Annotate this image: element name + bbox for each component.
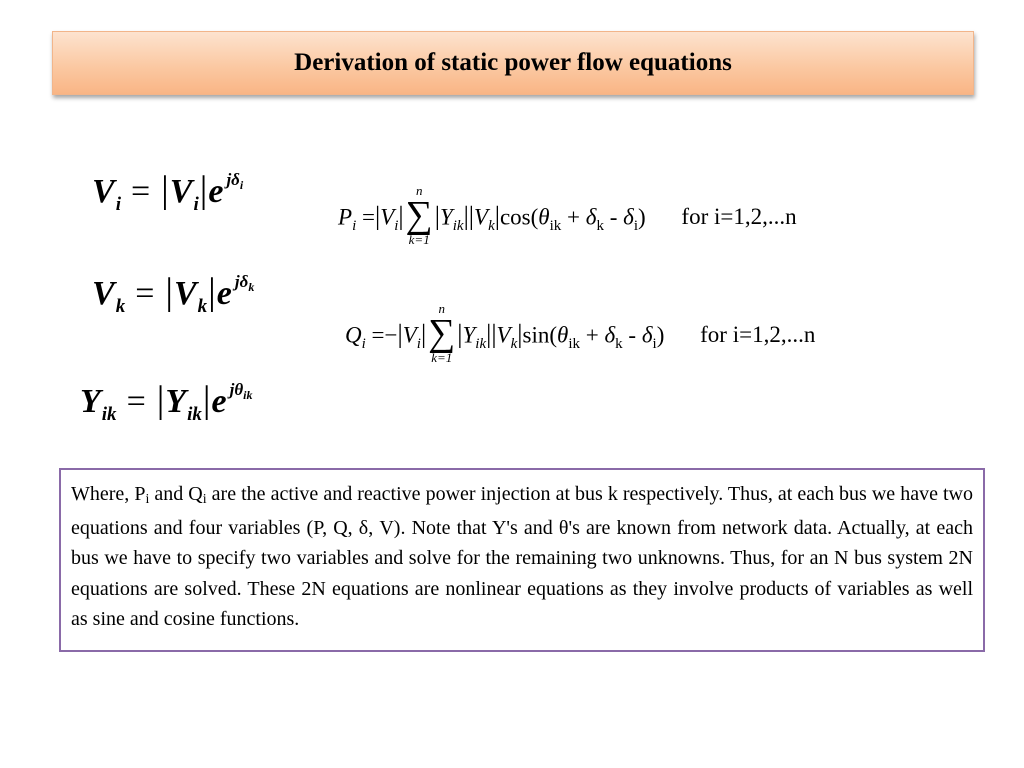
q-lhs: Q bbox=[345, 322, 362, 348]
p-lhs-sub: i bbox=[352, 218, 357, 235]
equation-q: $Q_i =-|V_i|$ n ∑ k=1 $|Y_{ik}||V_k|\sin(\theta_{ik} + \delta_k - \delta_i)$ for i=1,2,...n bbox=[345, 301, 816, 365]
vi-exp: jδ bbox=[226, 170, 240, 189]
q-d1: δ bbox=[604, 322, 616, 348]
yik-lhs-sub: ik bbox=[101, 404, 117, 425]
note-and: and Q bbox=[149, 483, 203, 505]
q-theta-sub: ik bbox=[568, 336, 580, 353]
explanation-box bbox=[59, 468, 985, 652]
q-summation: n ∑ k=1 bbox=[428, 301, 456, 365]
p-y: Y bbox=[439, 204, 453, 230]
vi-lhs-sub: i bbox=[115, 194, 121, 215]
vi-mag: V bbox=[169, 173, 193, 210]
q-vk-sub: k bbox=[510, 336, 518, 353]
q-equals: = bbox=[371, 322, 385, 348]
p-sum-upper: n bbox=[415, 183, 423, 198]
vk-mag-sub: k bbox=[197, 296, 208, 317]
vk-equals: = bbox=[135, 275, 155, 312]
yik-equals: = bbox=[126, 383, 146, 420]
vi-mag-sub: i bbox=[193, 194, 199, 215]
vk-base: e bbox=[216, 275, 232, 312]
q-d2: δ bbox=[641, 322, 653, 348]
title-banner bbox=[52, 31, 974, 95]
p-summation: n ∑ k=1 bbox=[405, 183, 433, 247]
equation-yik: $Y_{ik} = |Y_{ik}|e$ $^{j\theta ik}$ bbox=[80, 379, 253, 425]
yik-mag: Y bbox=[165, 383, 187, 420]
vk-lhs-sub: k bbox=[115, 296, 126, 317]
q-y: Y bbox=[462, 322, 476, 348]
p-d1-sub: k bbox=[596, 218, 604, 235]
note-body: are the active and reactive power injection at bus k respectively. Thus, at each bus we have two equations and four variables (P, Q, δ, V). Note that Y's and θ's are known from network data. Actually, at each bus we have to specify two variables and solve for the remaining two unknowns. Thus, for an N bus system 2N equations are solved. These 2N equations are nonlinear equations as they involve products of variables as well as sine and cosine functions. bbox=[71, 483, 973, 630]
p-func: cos( bbox=[499, 204, 539, 230]
yik-exp: jθ bbox=[229, 380, 244, 399]
note-where: Where, P bbox=[71, 483, 146, 505]
q-v-sub: i bbox=[416, 336, 421, 353]
q-v: V bbox=[402, 322, 417, 348]
vi-equals: = bbox=[130, 173, 151, 210]
vk-exp: jδ bbox=[234, 272, 249, 291]
yik-exp-sub: ik bbox=[243, 388, 253, 402]
yik-base: e bbox=[211, 383, 227, 420]
equation-p: $P_i =|V_i|$ n ∑ k=1 $|Y_{ik}||V_k|\cos(\theta_{ik} + \delta_k - \delta_i)$ for i=1,2,...n bbox=[338, 183, 797, 247]
vk-lhs: V bbox=[92, 275, 115, 312]
note-q-sub: i bbox=[202, 492, 207, 507]
yik-mag-sub: ik bbox=[187, 404, 202, 425]
p-close: ) bbox=[638, 204, 646, 230]
p-d2-sub: i bbox=[633, 218, 638, 235]
equation-vi: $V_i = |V_i|e$ $^{j\delta i}$ bbox=[92, 169, 244, 215]
p-d2: δ bbox=[623, 204, 634, 230]
p-sum-lower: k=1 bbox=[408, 232, 430, 247]
p-lhs: P bbox=[338, 204, 353, 230]
slide-title: Derivation of static power flow equations bbox=[294, 49, 732, 76]
vi-base: e bbox=[208, 173, 224, 210]
q-lhs-sub: i bbox=[361, 336, 366, 353]
q-d2-sub: i bbox=[652, 336, 657, 353]
p-v-sub: i bbox=[394, 218, 399, 235]
p-vk: V bbox=[474, 204, 489, 230]
q-sum-lower: k=1 bbox=[431, 350, 453, 365]
q-y-sub: ik bbox=[475, 336, 487, 353]
p-theta: θ bbox=[538, 204, 550, 230]
p-for-range: for i=1,2,...n bbox=[681, 204, 797, 230]
vi-lhs: V bbox=[92, 173, 115, 210]
p-equals: = bbox=[361, 204, 375, 230]
p-vk-sub: k bbox=[488, 218, 495, 235]
q-vk: V bbox=[496, 322, 511, 348]
q-plus: + bbox=[585, 322, 599, 348]
p-v: V bbox=[380, 204, 395, 230]
q-theta: θ bbox=[557, 322, 569, 348]
q-d1-sub: k bbox=[615, 336, 623, 353]
p-theta-sub: ik bbox=[549, 218, 562, 235]
vk-mag: V bbox=[173, 275, 197, 312]
q-minus: - bbox=[628, 322, 637, 348]
q-sum-upper: n bbox=[438, 301, 445, 316]
vk-exp-sub: k bbox=[248, 280, 255, 294]
q-close: ) bbox=[656, 322, 665, 348]
p-minus: - bbox=[609, 204, 618, 230]
vi-exp-sub: i bbox=[239, 178, 244, 192]
yik-lhs: Y bbox=[80, 383, 101, 420]
q-sign: − bbox=[384, 322, 398, 348]
p-y-sub: ik bbox=[452, 218, 464, 235]
equation-vk: $V_k = |V_k|e$ $^{j\delta k}$ bbox=[92, 271, 255, 317]
q-for-range: for i=1,2,...n bbox=[700, 322, 816, 348]
p-d1: δ bbox=[585, 204, 597, 230]
q-func: sin( bbox=[522, 322, 557, 348]
p-plus: + bbox=[567, 204, 580, 230]
note-p-sub: i bbox=[145, 492, 150, 507]
